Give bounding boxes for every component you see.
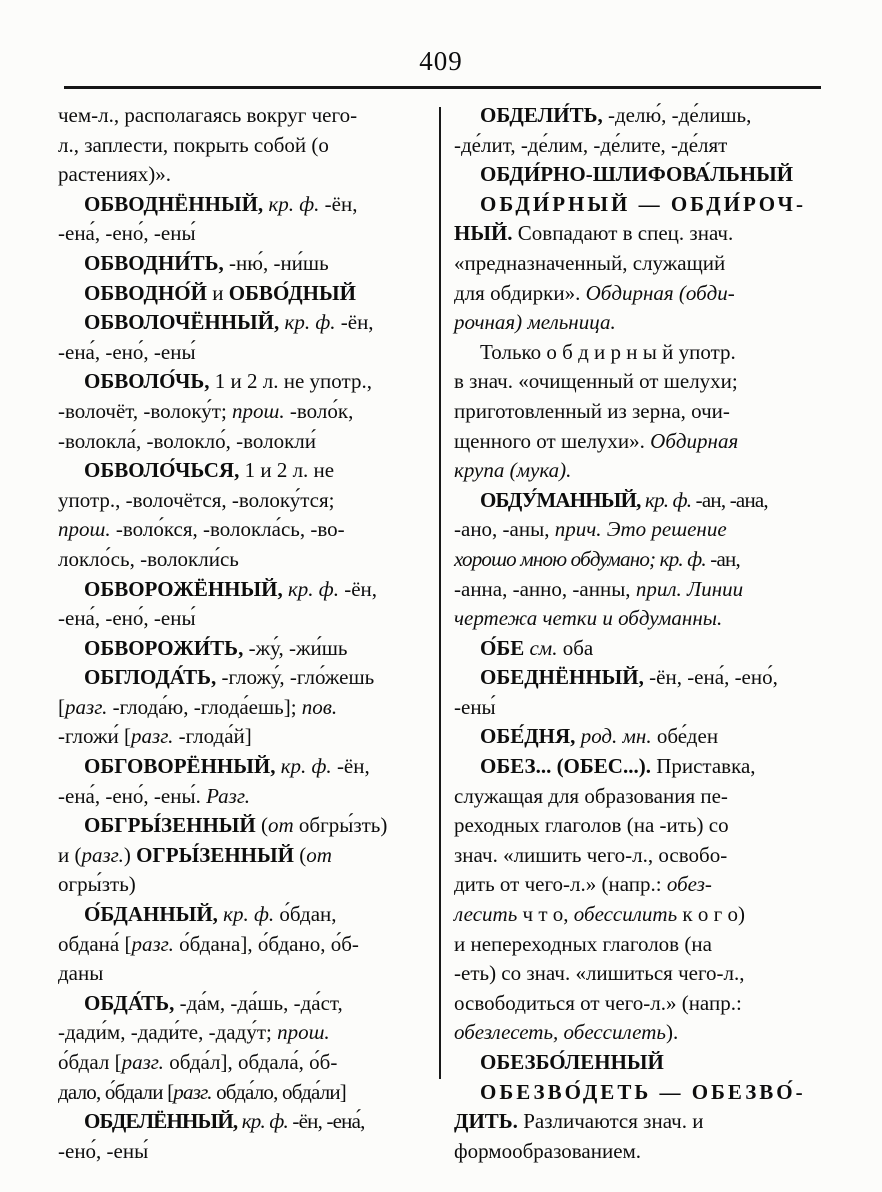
text-segment: приготовленный из зерна, очи-: [454, 398, 730, 423]
text-line: [454, 634, 832, 664]
text-segment: рочная) мельница.: [454, 310, 616, 335]
right-column: [454, 101, 832, 1166]
text-segment: обезлесеть, обессилеть: [454, 1020, 666, 1045]
text-segment: «предназначенный, служащий: [454, 250, 726, 275]
text-line: [454, 811, 832, 841]
text-segment: кр. ф.: [268, 191, 320, 216]
text-segment: л., заплести, покрыть собой (о: [58, 132, 329, 157]
text-line: [58, 338, 436, 368]
text-segment: ОБДИ́РНО-ШЛИФОВА́ЛЬНЫЙ: [480, 162, 794, 187]
text-line: [454, 693, 832, 723]
text-segment: ОБЕЗБО́ЛЕННЫЙ: [480, 1050, 664, 1074]
text-segment: ОБВОЛО́ЧЬ,: [84, 369, 210, 394]
text-segment: даны: [58, 961, 104, 986]
text-segment: -ены́: [454, 694, 496, 719]
text-line: [58, 634, 436, 664]
text-line: [58, 604, 436, 634]
text-line: [58, 427, 436, 457]
text-segment: Обдирная (обди-: [585, 280, 735, 305]
text-segment: от: [268, 813, 294, 838]
text-line: [454, 1078, 832, 1108]
text-segment: пов.: [301, 694, 338, 719]
text-segment: обдана́ [: [58, 931, 132, 956]
text-line: [58, 456, 436, 486]
text-segment: -ено́, -ены́: [58, 1138, 149, 1163]
text-segment: освободиться от чего-л.» (напр.:: [454, 990, 742, 1015]
text-line: [454, 900, 832, 930]
text-line: [58, 722, 436, 752]
text-line: [454, 989, 832, 1019]
text-segment: (: [293, 842, 307, 867]
text-line: [58, 752, 436, 782]
text-segment: Разг.: [206, 783, 250, 808]
text-segment: щенного от шелухи».: [454, 428, 651, 453]
text-segment: и: [206, 280, 229, 305]
text-line: [58, 219, 436, 249]
text-segment: лесить: [454, 902, 518, 927]
text-segment: ОБВОДНИ́ТЬ,: [84, 250, 224, 275]
text-segment: -ён, -ена́,: [287, 1109, 365, 1134]
text-segment: ОБВОДНО́Й: [84, 280, 207, 305]
text-line: [58, 515, 436, 545]
text-segment: ОБГЛОДА́ТЬ,: [84, 665, 217, 690]
text-segment: ): [123, 842, 137, 867]
text-line: [58, 249, 436, 279]
text-line: [58, 190, 436, 220]
header-rule: [64, 86, 821, 89]
text-segment: обда́л], обдала́, о́б-: [163, 1050, 338, 1074]
text-segment: разг.: [173, 1079, 212, 1104]
text-segment: Совпадают в спец. знач.: [512, 221, 734, 246]
text-segment: растениях)».: [58, 162, 172, 187]
text-segment: оба: [557, 635, 594, 660]
text-line: [58, 160, 436, 190]
text-line: [454, 308, 832, 338]
text-segment: -ён,: [335, 310, 374, 335]
text-segment: обгры́зть): [293, 813, 388, 838]
text-segment: ОБЕДНЁННЫЙ,: [480, 665, 644, 690]
text-line: [58, 397, 436, 427]
text-segment: о́бдал [: [58, 1050, 122, 1074]
text-segment: дало, о́бдали [: [58, 1079, 174, 1104]
text-segment: -ан, -ана,: [691, 487, 768, 512]
text-segment: кр. ф.: [241, 1109, 288, 1134]
text-segment: разг.: [65, 694, 108, 719]
text-segment: Только о б д и р н ы й употр.: [480, 339, 736, 364]
text-segment: -ена́, -ено́, -ены́: [58, 606, 196, 631]
text-segment: кр. ф.: [223, 902, 275, 927]
text-segment: и непереходных глаголов (на: [454, 931, 712, 956]
text-line: [454, 722, 832, 752]
text-segment: ОБЕ́ДНЯ,: [480, 724, 581, 749]
text-segment: употр., -волочётся, -волоку́тся;: [58, 487, 335, 512]
text-segment: чем-л., располагаясь вокруг чего-: [58, 103, 358, 127]
text-segment: кр. ф.: [287, 576, 339, 601]
text-segment: Различаются знач. и: [517, 1109, 704, 1134]
text-segment: -делю́, -де́лишь,: [602, 103, 752, 127]
text-segment: -анна, -анно, -анны,: [454, 576, 636, 601]
text-segment: О́БЕ: [480, 635, 530, 660]
text-line: [454, 604, 832, 634]
text-segment: для обдирки».: [454, 280, 586, 305]
text-segment: -гложи́ [: [58, 724, 131, 749]
text-line: [58, 930, 436, 960]
text-line: [58, 1048, 436, 1078]
text-segment: О́БДАННЫЙ,: [84, 902, 224, 927]
text-segment: -ена́, -ено́, -ены́: [58, 339, 196, 364]
text-line: [454, 1018, 832, 1048]
text-line: [58, 900, 436, 930]
text-segment: разг.: [131, 931, 174, 956]
text-segment: прил. Линии: [635, 576, 744, 601]
text-segment: обессилить: [573, 902, 678, 927]
text-segment: прич. Это решение: [554, 517, 727, 542]
text-segment: разг.: [121, 1050, 164, 1074]
text-segment: -ён,: [338, 576, 378, 601]
text-segment: прош.: [58, 517, 111, 542]
text-segment: ОБВОЛОЧЁННЫЙ,: [84, 310, 285, 335]
text-line: [58, 545, 436, 575]
text-segment: разг.: [131, 724, 174, 749]
text-segment: ОБДИ́РНЫЙ — ОБДИ́РОЧ-: [480, 191, 806, 216]
text-line: [454, 1137, 832, 1167]
text-line: [58, 1107, 436, 1137]
text-segment: ОБВОДНЁННЫЙ,: [84, 191, 269, 216]
text-segment: см.: [529, 635, 558, 660]
text-segment: -ано, -аны,: [454, 517, 555, 542]
text-segment: 1 и 2 л. не употр.,: [209, 369, 372, 394]
text-segment: кр. ф.: [645, 487, 692, 512]
text-segment: реходных глаголов (на -ить) со: [454, 813, 729, 838]
text-segment: кр. ф.: [280, 754, 332, 779]
page-number: 409: [419, 46, 463, 76]
text-line: [454, 870, 832, 900]
text-segment: ОБДЕЛИ́ТЬ,: [480, 103, 603, 127]
text-line: [454, 427, 832, 457]
text-line: [58, 131, 436, 161]
text-segment: ОБДЕЛЁННЫЙ,: [84, 1109, 242, 1134]
text-line: [454, 841, 832, 871]
text-line: [58, 782, 436, 812]
text-segment: (: [255, 813, 268, 838]
text-line: [454, 782, 832, 812]
text-line: [454, 1048, 832, 1078]
text-segment: ОБЕЗВО́ДЕТЬ — ОБЕЗВО́-: [480, 1079, 806, 1104]
text-segment: ОБВОРОЖИ́ТЬ,: [84, 635, 244, 660]
text-segment: -ён,: [331, 754, 370, 779]
text-segment: знач. «лишить чего-л., освобо-: [454, 842, 728, 867]
text-segment: ОБДУ́МАННЫЙ,: [480, 487, 646, 512]
text-segment: крупа (мука).: [454, 458, 572, 483]
text-segment: ОБВОРОЖЁННЫЙ,: [84, 576, 288, 601]
text-segment: ОБВО́ДНЫЙ: [228, 280, 356, 305]
text-line: [454, 190, 832, 220]
text-segment: ОБГРЫ́ЗЕННЫЙ: [84, 813, 256, 838]
text-line: [454, 752, 832, 782]
text-segment: -да́м, -да́шь, -да́ст,: [174, 990, 343, 1015]
text-line: [58, 101, 436, 131]
text-line: [454, 160, 832, 190]
text-line: [58, 811, 436, 841]
text-segment: -волокла́, -волокло́, -волокли́: [58, 428, 317, 453]
text-line: [454, 486, 832, 516]
text-segment: ч т о,: [517, 902, 574, 927]
text-line: [454, 397, 832, 427]
text-segment: обда́ло, обда́ли]: [211, 1079, 346, 1104]
text-segment: -волочёт, -волоку́т;: [58, 398, 233, 423]
text-segment: прош.: [232, 398, 285, 423]
text-segment: -дади́м, -дади́те, -даду́т;: [58, 1020, 278, 1045]
text-segment: служащая для образования пе-: [454, 783, 728, 808]
text-segment: -жу́, -жи́шь: [243, 635, 348, 660]
text-segment: от: [306, 842, 332, 867]
text-segment: локло́сь, -волокли́сь: [58, 546, 239, 571]
text-line: [454, 131, 832, 161]
text-line: [58, 1018, 436, 1048]
text-segment: -ан,: [705, 546, 740, 571]
text-segment: ОГРЫ́ЗЕННЫЙ: [136, 842, 294, 867]
text-segment: чертежа четки и обдуманны.: [454, 606, 723, 631]
text-segment: -воло́к,: [284, 398, 354, 423]
text-segment: -глода́й]: [173, 724, 252, 749]
text-segment: -воло́кся, -волокла́сь, -во-: [110, 517, 345, 542]
text-segment: -ён,: [319, 191, 358, 216]
text-line: [58, 989, 436, 1019]
text-segment: кр. ф.: [284, 310, 336, 335]
text-line: [454, 456, 832, 486]
text-line: [454, 338, 832, 368]
text-line: [454, 930, 832, 960]
text-line: [454, 515, 832, 545]
text-segment: обе́ден: [651, 724, 719, 749]
text-segment: огры́зть): [58, 872, 136, 897]
text-segment: ОБДА́ТЬ,: [84, 990, 175, 1015]
text-segment: ОБЕЗ... (ОБЕС...).: [480, 754, 651, 779]
text-line: [454, 1107, 832, 1137]
text-line: [454, 219, 832, 249]
text-segment: хорошо мною обдумано; кр. ф.: [454, 546, 706, 571]
text-segment: разг.: [81, 842, 124, 867]
text-line: [58, 1078, 436, 1108]
text-line: [58, 1137, 436, 1167]
text-segment: род. мн.: [580, 724, 652, 749]
text-segment: -ена́, -ено́, -ены́: [58, 221, 196, 246]
text-segment: 1 и 2 л. не: [239, 458, 335, 483]
text-line: [58, 693, 436, 723]
text-segment: -ён, -ена́, -ено́,: [643, 665, 778, 690]
text-line: [454, 663, 832, 693]
text-line: [58, 870, 436, 900]
text-line: [454, 959, 832, 989]
text-segment: о́бдан,: [274, 902, 337, 927]
text-segment: в знач. «очищенный от шелухи;: [454, 369, 738, 394]
text-line: [454, 101, 832, 131]
text-segment: обез-: [666, 872, 712, 897]
column-divider: [439, 107, 441, 1079]
text-line: [454, 367, 832, 397]
text-line: [58, 308, 436, 338]
text-line: [58, 575, 436, 605]
text-segment: к о г о): [677, 902, 745, 927]
text-segment: о́бдана], о́бдано, о́б-: [173, 931, 359, 956]
text-line: [454, 545, 832, 575]
text-segment: и (: [58, 842, 82, 867]
text-line: [58, 959, 436, 989]
text-line: [58, 663, 436, 693]
text-segment: ).: [665, 1020, 679, 1045]
text-segment: НЫЙ.: [454, 221, 513, 246]
text-segment: ДИТЬ.: [454, 1109, 518, 1134]
text-line: [58, 279, 436, 309]
text-segment: [: [58, 694, 65, 719]
text-segment: формообразованием.: [454, 1138, 642, 1163]
text-segment: ОБВОЛО́ЧЬСЯ,: [84, 458, 240, 483]
text-segment: прош.: [277, 1020, 330, 1045]
text-segment: -ена́, -ено́, -ены́.: [58, 783, 207, 808]
text-line: [58, 486, 436, 516]
text-line: [454, 249, 832, 279]
text-segment: Обдирная: [650, 428, 739, 453]
text-line: [58, 841, 436, 871]
text-segment: -де́лит, -де́лим, -де́лите, -де́лят: [454, 132, 728, 157]
text-segment: -ню́, -ни́шь: [223, 250, 329, 275]
text-segment: дить от чего-л.» (напр.:: [454, 872, 667, 897]
text-segment: -глода́ю, -глода́ешь];: [107, 694, 302, 719]
text-line: [454, 279, 832, 309]
left-column: [58, 101, 436, 1166]
text-segment: -еть) со знач. «лишиться чего-л.,: [454, 961, 745, 986]
text-segment: Приставка,: [650, 754, 756, 779]
text-line: [58, 367, 436, 397]
text-line: [454, 575, 832, 605]
text-segment: ОБГОВОРЁННЫЙ,: [84, 754, 281, 779]
text-segment: -гложу́, -гло́жешь: [216, 665, 375, 690]
